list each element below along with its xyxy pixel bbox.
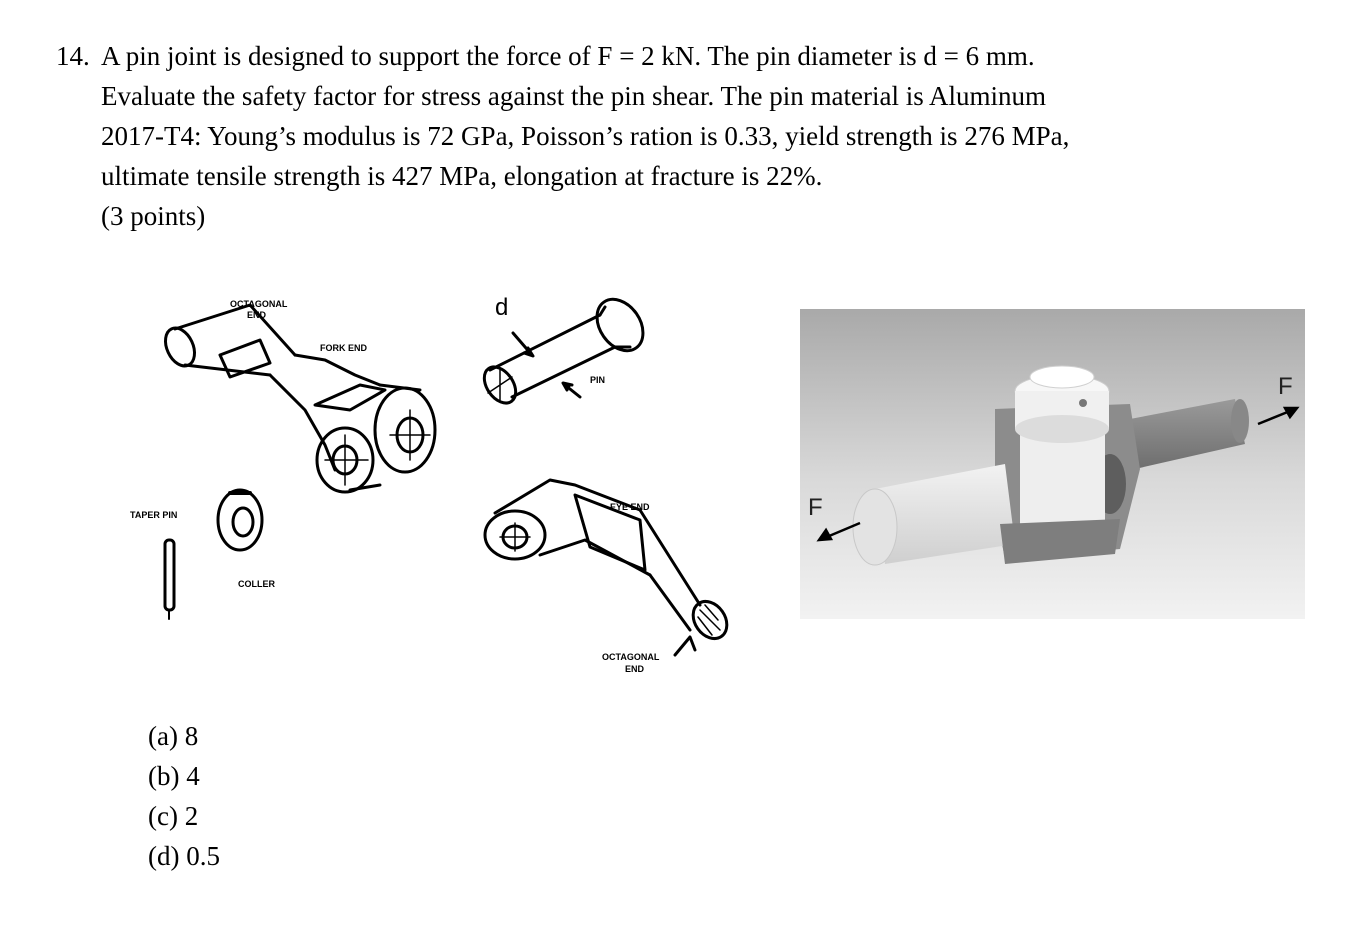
answer-choices xyxy=(148,716,220,876)
force-label-right: F xyxy=(1278,373,1293,400)
pin-collar-bottom xyxy=(1015,415,1109,443)
taper-pin-hole xyxy=(1079,399,1087,407)
fork-end-part xyxy=(160,305,435,492)
eye-body xyxy=(1020,434,1105,534)
question-line: ultimate tensile strength is 427 MPa, elongation at fracture is 22%. xyxy=(101,161,823,191)
choice-a[interactable]: (a) 8 xyxy=(148,721,199,751)
label-pin: PIN xyxy=(590,375,606,385)
taper-pin-part xyxy=(165,540,174,619)
question xyxy=(56,36,1316,236)
question-number: 14. xyxy=(56,41,90,71)
question-text xyxy=(101,36,1316,236)
eye-rod-end xyxy=(853,489,897,565)
label-octagonal-end-top-2: END xyxy=(247,310,267,320)
question-points: (3 points) xyxy=(101,201,206,231)
label-taper-pin: TAPER PIN xyxy=(130,510,178,520)
label-d: d xyxy=(495,294,509,321)
label-eye-end: EYE END xyxy=(610,502,650,512)
choice-c[interactable]: (c) 2 xyxy=(148,801,199,831)
label-coller: COLLER xyxy=(238,579,275,589)
knuckle-joint-render xyxy=(800,309,1305,619)
collar-part xyxy=(218,490,262,550)
pin-head xyxy=(1030,366,1094,388)
knuckle-joint-drawing xyxy=(120,285,740,685)
label-octagonal-end-bottom-2: END xyxy=(625,664,645,674)
choice-b[interactable]: (b) 4 xyxy=(148,761,200,791)
force-label-left: F xyxy=(808,494,823,521)
choice-d[interactable]: (d) 0.5 xyxy=(148,841,220,871)
question-line: Evaluate the safety factor for stress against the pin shear. The pin material is Aluminum xyxy=(101,81,1046,111)
label-octagonal-end-bottom: OCTAGONAL xyxy=(602,652,660,662)
question-line: A pin joint is designed to support the force of F = 2 kN. The pin diameter is d = 6 mm. xyxy=(101,41,1035,71)
label-fork-end: FORK END xyxy=(320,343,367,353)
label-octagonal-end-top: OCTAGONAL xyxy=(230,299,288,309)
fork-rod-end xyxy=(1231,399,1249,443)
question-line: 2017-T4: Young’s modulus is 72 GPa, Poisson’s ration is 0.33, yield strength is 276 MPa, xyxy=(101,121,1070,151)
